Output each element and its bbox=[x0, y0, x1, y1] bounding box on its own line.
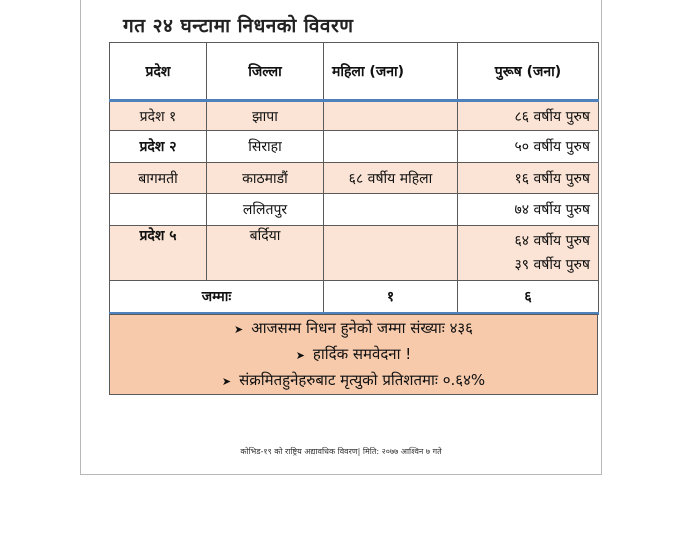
district-cell: ललितपुर bbox=[207, 194, 324, 226]
summary-text: आजसम्म निधन हुनेको जम्मा संख्याः ४३६ bbox=[251, 319, 473, 337]
summary-text: संक्रमितहुनेहरुबाट मृत्युको प्रतिशतमाः ०.६४% bbox=[239, 371, 486, 389]
female-cell bbox=[324, 131, 458, 163]
summary-line bbox=[110, 341, 597, 367]
page-title: गत २४ घन्टामा निधनको विवरण bbox=[123, 15, 354, 37]
summary-text: हार्दिक समवेदना ! bbox=[312, 345, 412, 363]
table-header-row bbox=[110, 43, 599, 101]
table-row bbox=[110, 194, 599, 226]
male-cell: ७४ वर्षीय पुरुष bbox=[458, 194, 599, 226]
footer-source: कोभिड-१९ को राष्ट्रिय अद्यावधिक विवरण| मिति: २०७७ आश्विन ७ गते bbox=[240, 447, 442, 456]
province-cell: प्रदेश १ bbox=[110, 101, 207, 131]
table-row bbox=[110, 163, 599, 194]
table-row bbox=[110, 131, 599, 163]
province-cell: बागमती bbox=[110, 163, 207, 194]
district-cell: झापा bbox=[207, 101, 324, 131]
total-label: जम्माः bbox=[110, 281, 324, 314]
male-cell: ८६ वर्षीय पुरुष bbox=[458, 101, 599, 131]
province-cell: प्रदेश २ bbox=[110, 131, 207, 163]
header-province: प्रदेश bbox=[110, 43, 207, 101]
district-cell: सिराहा bbox=[207, 131, 324, 163]
male-entry: ३९ वर्षीय पुरुष bbox=[514, 257, 590, 273]
male-cell bbox=[458, 226, 599, 281]
total-female: १ bbox=[324, 281, 458, 314]
arrow-bullet-icon: ➤ bbox=[295, 349, 305, 362]
total-male: ६ bbox=[458, 281, 599, 314]
female-cell bbox=[324, 194, 458, 226]
header-district: जिल्ला bbox=[207, 43, 324, 101]
table-row bbox=[110, 101, 599, 131]
province-cell bbox=[110, 194, 207, 226]
female-cell bbox=[324, 101, 458, 131]
arrow-bullet-icon: ➤ bbox=[234, 323, 244, 336]
report-slide bbox=[80, 0, 602, 475]
summary-line bbox=[110, 315, 597, 341]
male-cell: ५० वर्षीय पुरुष bbox=[458, 131, 599, 163]
table-row bbox=[110, 226, 599, 281]
arrow-bullet-icon: ➤ bbox=[221, 375, 232, 388]
header-male: पुरूष (जना) bbox=[458, 43, 599, 101]
female-cell bbox=[324, 226, 458, 281]
male-entry: ६४ वर्षीय पुरुष bbox=[514, 233, 590, 249]
district-cell: काठमाडौं bbox=[207, 163, 324, 194]
female-cell: ६८ वर्षीय महिला bbox=[324, 163, 458, 194]
district-cell: बर्दिया bbox=[207, 226, 324, 281]
summary-line bbox=[110, 367, 597, 393]
header-female: महिला (जना) bbox=[324, 43, 458, 101]
total-row bbox=[110, 281, 599, 314]
province-cell: प्रदेश ५ bbox=[110, 226, 207, 281]
deaths-table bbox=[109, 42, 599, 315]
male-cell: १६ वर्षीय पुरुष bbox=[458, 163, 599, 194]
summary-box bbox=[109, 314, 598, 395]
